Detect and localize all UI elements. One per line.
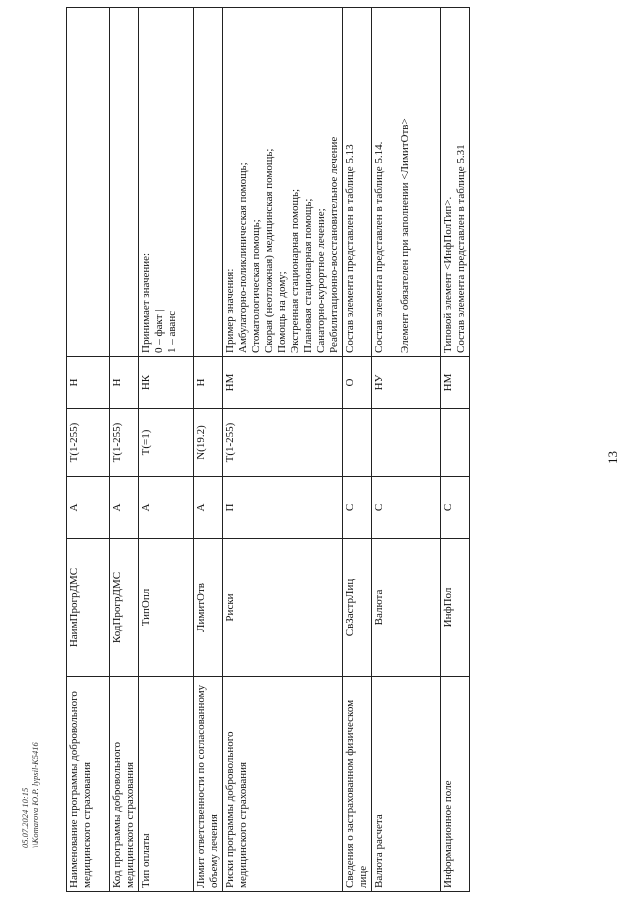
stamp-date: 05.07.2024 10:15 (20, 787, 30, 848)
element-requirement: О (343, 357, 372, 409)
element-type: А (67, 477, 110, 539)
element-type: П (223, 477, 343, 539)
element-format (343, 409, 372, 477)
element-name: Риски программы добровольного медицинского страхования (223, 677, 343, 892)
note-line: Санаторно-курортное лечение; (315, 208, 327, 353)
table-body (67, 8, 470, 892)
note-line: Реабилитационно-восстановительное лечение (328, 136, 340, 353)
element-requirement: НМ (223, 357, 343, 409)
element-format: N(19.2) (194, 409, 223, 477)
element-notes (372, 8, 441, 357)
element-notes (441, 8, 470, 357)
element-name: Сведения о застрахованном физическом лице (343, 677, 372, 892)
note-line: Амбулаторно-поликлиническая помощь; (237, 162, 249, 353)
element-requirement: НМ (441, 357, 470, 409)
note-line: Плановая стационарная помощь; (302, 198, 314, 353)
note-line: Пример значения: (224, 268, 236, 353)
table-row (343, 8, 372, 892)
element-code: ТипОпл (139, 539, 194, 677)
table-row (194, 8, 223, 892)
element-type: С (441, 477, 470, 539)
element-name: Лимит ответственности по согласованному объему лечения (194, 677, 223, 892)
element-notes (110, 8, 139, 357)
note-spacer (386, 11, 399, 353)
element-notes (67, 8, 110, 357)
element-code: КодПрогрДМС (110, 539, 139, 677)
element-notes (343, 8, 372, 357)
note-line: Состав элемента представлен в таблице 5.31 (455, 144, 467, 353)
element-type: С (343, 477, 372, 539)
note-line: Скорая (неотложная) медицинская помощь; (263, 148, 275, 353)
element-code: Валюта (372, 539, 441, 677)
print-stamp (20, 742, 40, 848)
note-line: Принимает значение: (140, 252, 152, 353)
element-code: ЛимитОтв (194, 539, 223, 677)
note-line: Состав элемента представлен в таблице 5.13 (344, 144, 356, 353)
element-notes (194, 8, 223, 357)
note-line: Помощь на дому; (276, 271, 288, 353)
element-requirement: НУ (372, 357, 441, 409)
note-line: Состав элемента представлен в таблице 5.14. (373, 141, 385, 353)
note-line: 1 – аванс (166, 310, 178, 353)
note-line: Стоматологическая помощь; (250, 219, 262, 353)
stamp-path: \\Komarova Ю.Р. lypsil-К5416 (30, 742, 40, 848)
element-requirement: Н (67, 357, 110, 409)
element-type: А (110, 477, 139, 539)
element-code: Риски (223, 539, 343, 677)
table-row (441, 8, 470, 892)
page-number: 13 (605, 451, 620, 464)
element-name: Тип оплаты (139, 677, 194, 892)
element-format (372, 409, 441, 477)
element-name: Валюта расчета (372, 677, 441, 892)
element-code: СвЗастрЛиц (343, 539, 372, 677)
table-row (223, 8, 343, 892)
element-format (441, 409, 470, 477)
table-row (110, 8, 139, 892)
element-type: С (372, 477, 441, 539)
table-row (139, 8, 194, 892)
element-code: НаимПрогрДМС (67, 539, 110, 677)
element-notes (223, 8, 343, 357)
element-requirement: Н (110, 357, 139, 409)
element-format: T(1-255) (110, 409, 139, 477)
note-line: Типовой элемент <ИнфПолТип>. (442, 196, 454, 353)
element-requirement: Н (194, 357, 223, 409)
element-notes (139, 8, 194, 357)
element-type: А (139, 477, 194, 539)
table-row (372, 8, 441, 892)
element-name: Наименование программы добровольного медицинского страхования (67, 677, 110, 892)
element-requirement: НК (139, 357, 194, 409)
element-table (66, 7, 470, 892)
element-code: ИнфПол (441, 539, 470, 677)
note-line: 0 – факт | (153, 309, 165, 353)
note-line: Элемент обязателен при заполнении <ЛимитОтв> (399, 118, 411, 353)
note-line: Экстренная стационарная помощь; (289, 188, 301, 353)
element-name: Информационное поле (441, 677, 470, 892)
element-type: А (194, 477, 223, 539)
element-format: T(1-255) (223, 409, 343, 477)
element-format: T(1-255) (67, 409, 110, 477)
element-name: Код программы добровольного медицинского страхования (110, 677, 139, 892)
table-row (67, 8, 110, 892)
element-format: T(=1) (139, 409, 194, 477)
